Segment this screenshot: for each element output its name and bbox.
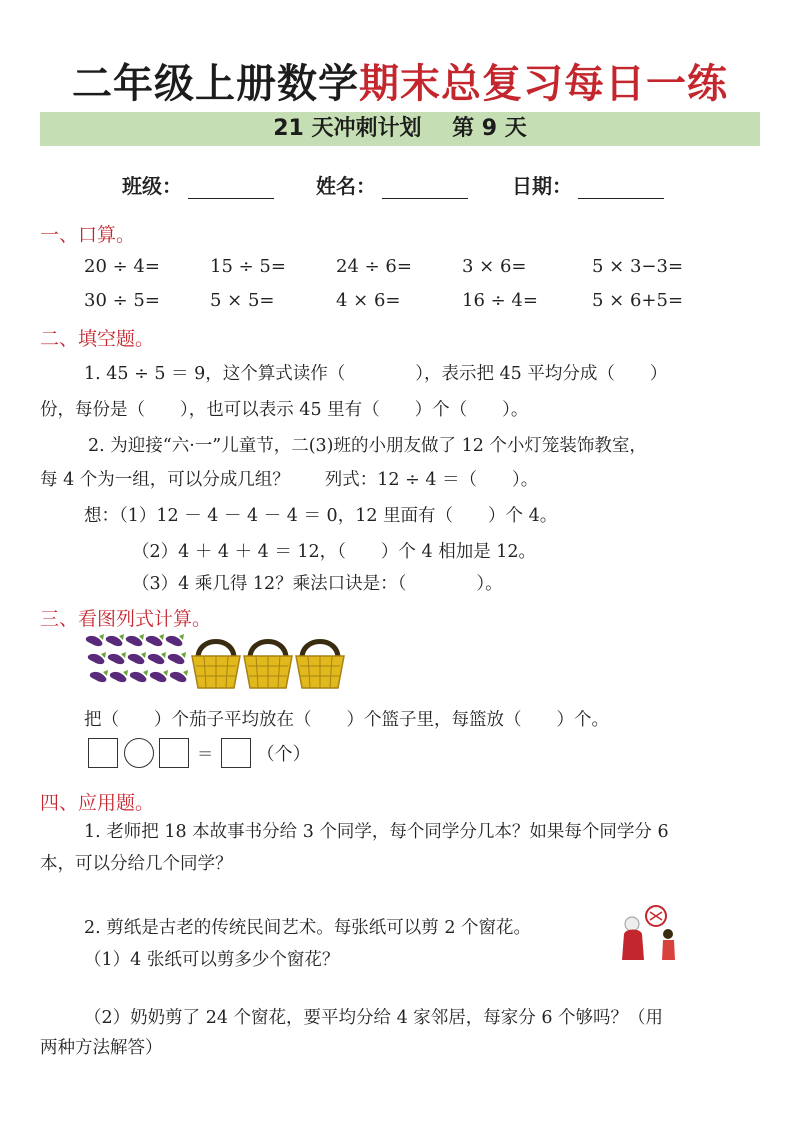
title-black: 二年级上册数学 [72,61,359,107]
s4-q2-sub2-line2: 两种方法解答） [40,1038,163,1058]
calc-2-3: 4 × 6= [336,290,401,311]
s4-q2-line1: 2. 剪纸是古老的传统民间艺术。每张纸可以剪 2 个窗花。 [84,918,532,938]
eggplant-icon [88,652,186,664]
s2-q2-line2: 每 4 个为一组，可以分成几组？ 列式：12 ÷ 4 ＝（ ）。 [40,470,539,490]
s4-q1-line2: 本，可以分给几个同学？ [40,854,233,874]
section2-heading: 二、填空题。 [40,328,155,350]
page-title [0,52,800,109]
calc-1-5: 5 × 3−3= [592,256,684,277]
s2-think1: 想：（1）12 － 4 － 4 － 4 ＝ 0，12 里面有（ ）个 4。 [84,506,558,526]
answer-box-2[interactable] [159,738,189,768]
eggplant-group [84,630,194,690]
section3-heading: 三、看图列式计算。 [40,608,212,630]
answer-box-result[interactable] [221,738,251,768]
s3-sentence: 把（ ）个茄子平均放在（ ）个篮子里，每篮放（ ）个。 [84,710,609,730]
eggplant-icon [86,634,184,646]
s4-q2-sub2-line1: （2）奶奶剪了 24 个窗花，要平均分给 4 家邻居，每家分 6 个够吗？（用 [84,1008,664,1028]
eggplant-icon [90,670,188,682]
title-red: 期末总复习每日一练 [359,61,728,107]
calc-1-2: 15 ÷ 5= [210,256,286,277]
date-blank[interactable] [578,176,664,199]
s2-q2-line1: 2. 为迎接“六·一”儿童节，二(3)班的小朋友做了 12 个小灯笼装饰教室， [88,436,647,456]
s2-q1-line2: 份，每份是（ ），也可以表示 45 里有（ ）个（ ）。 [40,400,529,420]
basket-icon [296,642,344,689]
grandma-child-icon [614,904,686,964]
basket-group [190,630,350,692]
date-field[interactable] [512,170,664,199]
name-label: 姓名： [316,174,376,198]
section4-heading: 四、应用题。 [40,792,155,814]
section1-heading: 一、口算。 [40,224,136,246]
class-label: 班级： [122,174,182,198]
s2-q1-line1: 1. 45 ÷ 5 ＝ 9，这个算式读作（ ），表示把 45 平均分成（ ） [84,364,668,384]
calc-2-1: 30 ÷ 5= [84,290,160,311]
answer-box-1[interactable] [88,738,118,768]
calc-1-4: 3 × 6= [462,256,527,277]
name-blank[interactable] [382,176,468,199]
s4-q2-sub1: （1）4 张纸可以剪多少个窗花？ [84,950,340,970]
unit-label: （个） [256,744,311,765]
class-field[interactable] [122,170,274,199]
s2-think2: （2）4 ＋ 4 ＋ 4 ＝ 12，（ ）个 4 相加是 12。 [132,542,537,562]
class-blank[interactable] [188,176,274,199]
s4-q1-line1: 1. 老师把 18 本故事书分给 3 个同学，每个同学分几本？如果每个同学分 6 [84,822,669,842]
operator-circle[interactable] [124,738,154,768]
calc-2-2: 5 × 5= [210,290,275,311]
name-field[interactable] [316,170,468,199]
calc-2-4: 16 ÷ 4= [462,290,538,311]
equals-sign: = [197,742,213,764]
calc-1-1: 20 ÷ 4= [84,256,160,277]
date-label: 日期： [512,174,572,198]
plan-banner: 21 天冲刺计划 第 9 天 [40,112,760,146]
equation-row [88,738,311,768]
s2-think3: （3）4 乘几得 12？乘法口诀是：（ ）。 [132,574,503,594]
basket-icon [244,642,292,689]
calc-2-5: 5 × 6+5= [592,290,684,311]
basket-icon [192,642,240,689]
calc-1-3: 24 ÷ 6= [336,256,412,277]
